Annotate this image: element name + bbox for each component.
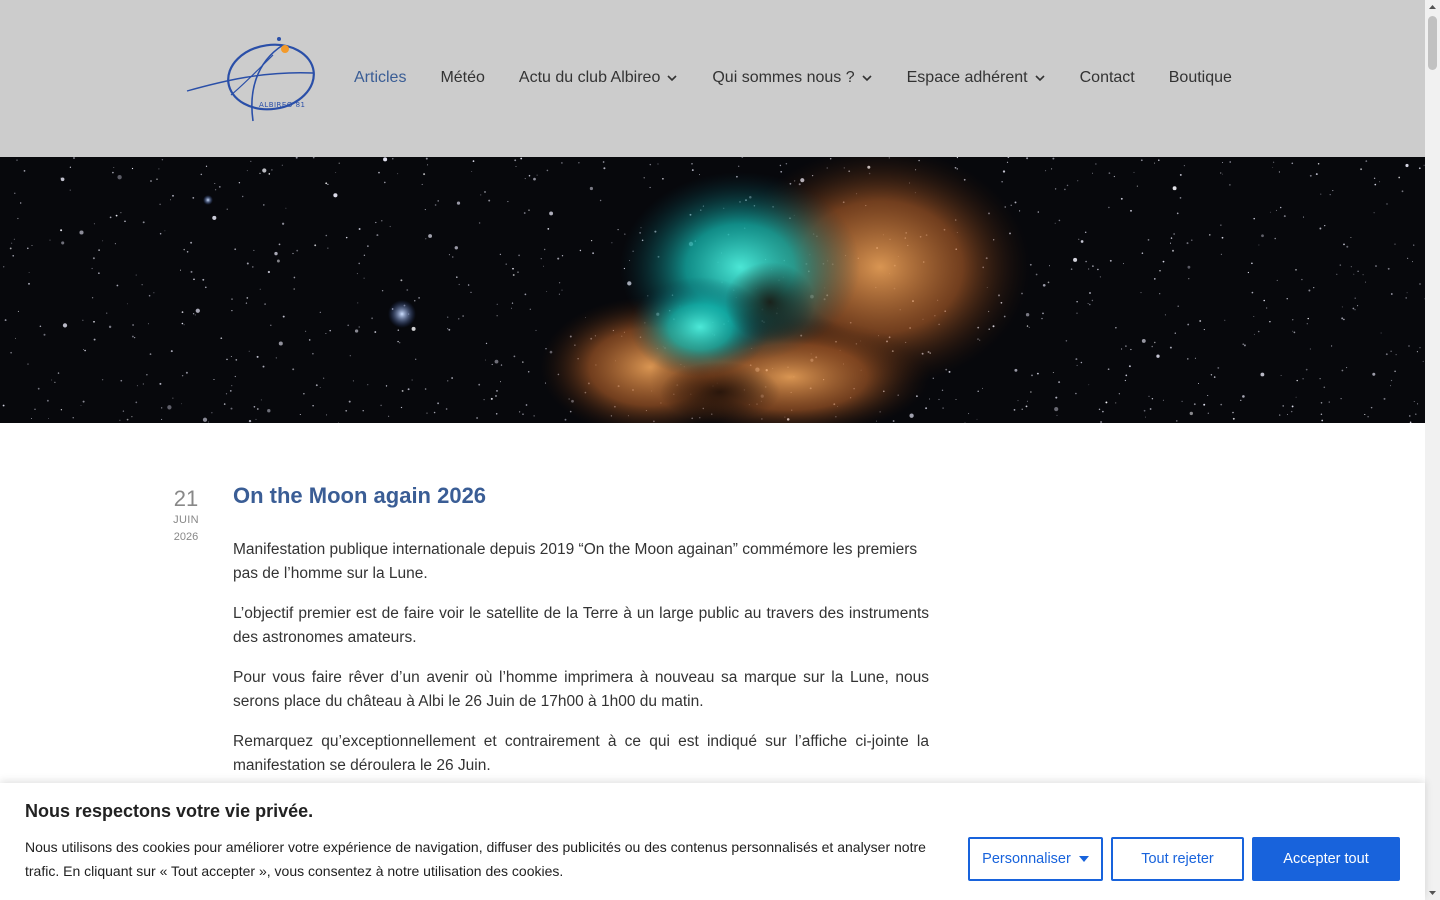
nav-contact[interactable] [1080, 69, 1135, 87]
nav-espace-adherent[interactable] [907, 69, 1046, 87]
scroll-thumb[interactable] [1428, 16, 1437, 70]
post-date-year: 2026 [173, 531, 199, 543]
article [233, 482, 929, 794]
logo-text: ALBIREO 81 [259, 101, 306, 109]
nav-label: Articles [354, 69, 407, 86]
article-paragraph: L’objectif premier est de faire voir le satellite de la Terre à un large public au travers des instruments des astronomes amateurs. [233, 605, 929, 646]
article-paragraph: Remarquez qu’exceptionnellement et contrairement à ce qui est indiqué sur l’affiche ci-jointe la manifestation se déroulera le 26 Juin. [233, 733, 929, 774]
nav-articles[interactable] [354, 69, 406, 87]
article-title[interactable]: On the Moon again 2026 [233, 483, 487, 508]
nav-qui-sommes-nous[interactable] [712, 69, 872, 87]
nav-label: Contact [1079, 69, 1135, 86]
nav-label: Météo [440, 69, 485, 86]
nav-boutique[interactable] [1169, 69, 1232, 87]
page-scrollbar[interactable] [1425, 0, 1440, 900]
albireo-logo-icon [183, 33, 319, 125]
chevron-down-icon [1034, 72, 1046, 84]
caret-down-icon [1079, 856, 1089, 862]
accept-label: Accepter tout [1283, 851, 1369, 867]
nav-label: Actu du club Albireo [518, 69, 661, 86]
accept-all-button[interactable] [1252, 837, 1400, 881]
cookie-banner [0, 783, 1425, 900]
main-nav [354, 66, 1232, 90]
nebula-banner-image [0, 157, 1425, 423]
customize-label: Personnaliser [982, 851, 1071, 867]
nav-meteo[interactable] [440, 69, 484, 87]
chevron-down-icon [861, 72, 873, 84]
scroll-up-icon[interactable] [1425, 0, 1440, 14]
article-paragraph: Manifestation publique internationale depuis 2019 “On the Moon againan” commémore les premiers pas de l’homme sur la Lune. [233, 541, 918, 582]
post-date-day: 21 [173, 486, 199, 511]
post-date-month: JUIN [173, 514, 199, 526]
cookie-title: Nous respectons votre vie privée. [25, 801, 314, 821]
nav-label: Espace adhérent [906, 69, 1028, 86]
article-paragraph: Pour vous faire rêver d’un avenir où l’homme imprimera à nouveau sa marque sur la Lune, nous serons place du château à Albi le 26 Juin de 17h00 à 1h00 du matin. [233, 669, 929, 710]
cookie-text: Nous utilisons des cookies pour améliorer votre expérience de navigation, diffuser des publicités ou des contenus personnalisés et analyser notre trafic. En cliquant sur « Tout accepter », vous consentez à notre utilisation des cookies. [25, 839, 926, 879]
hero-banner [0, 157, 1425, 423]
scroll-down-icon[interactable] [1425, 886, 1440, 900]
nav-label: Qui sommes nous ? [712, 69, 855, 86]
nav-actu-club[interactable] [519, 69, 678, 87]
nav-label: Boutique [1168, 69, 1232, 86]
site-header [0, 0, 1425, 157]
customize-button[interactable] [968, 837, 1103, 881]
site-logo[interactable] [183, 33, 319, 125]
reject-label: Tout rejeter [1141, 851, 1214, 867]
reject-all-button[interactable] [1111, 837, 1244, 881]
post-date [166, 486, 206, 546]
chevron-down-icon [666, 72, 678, 84]
